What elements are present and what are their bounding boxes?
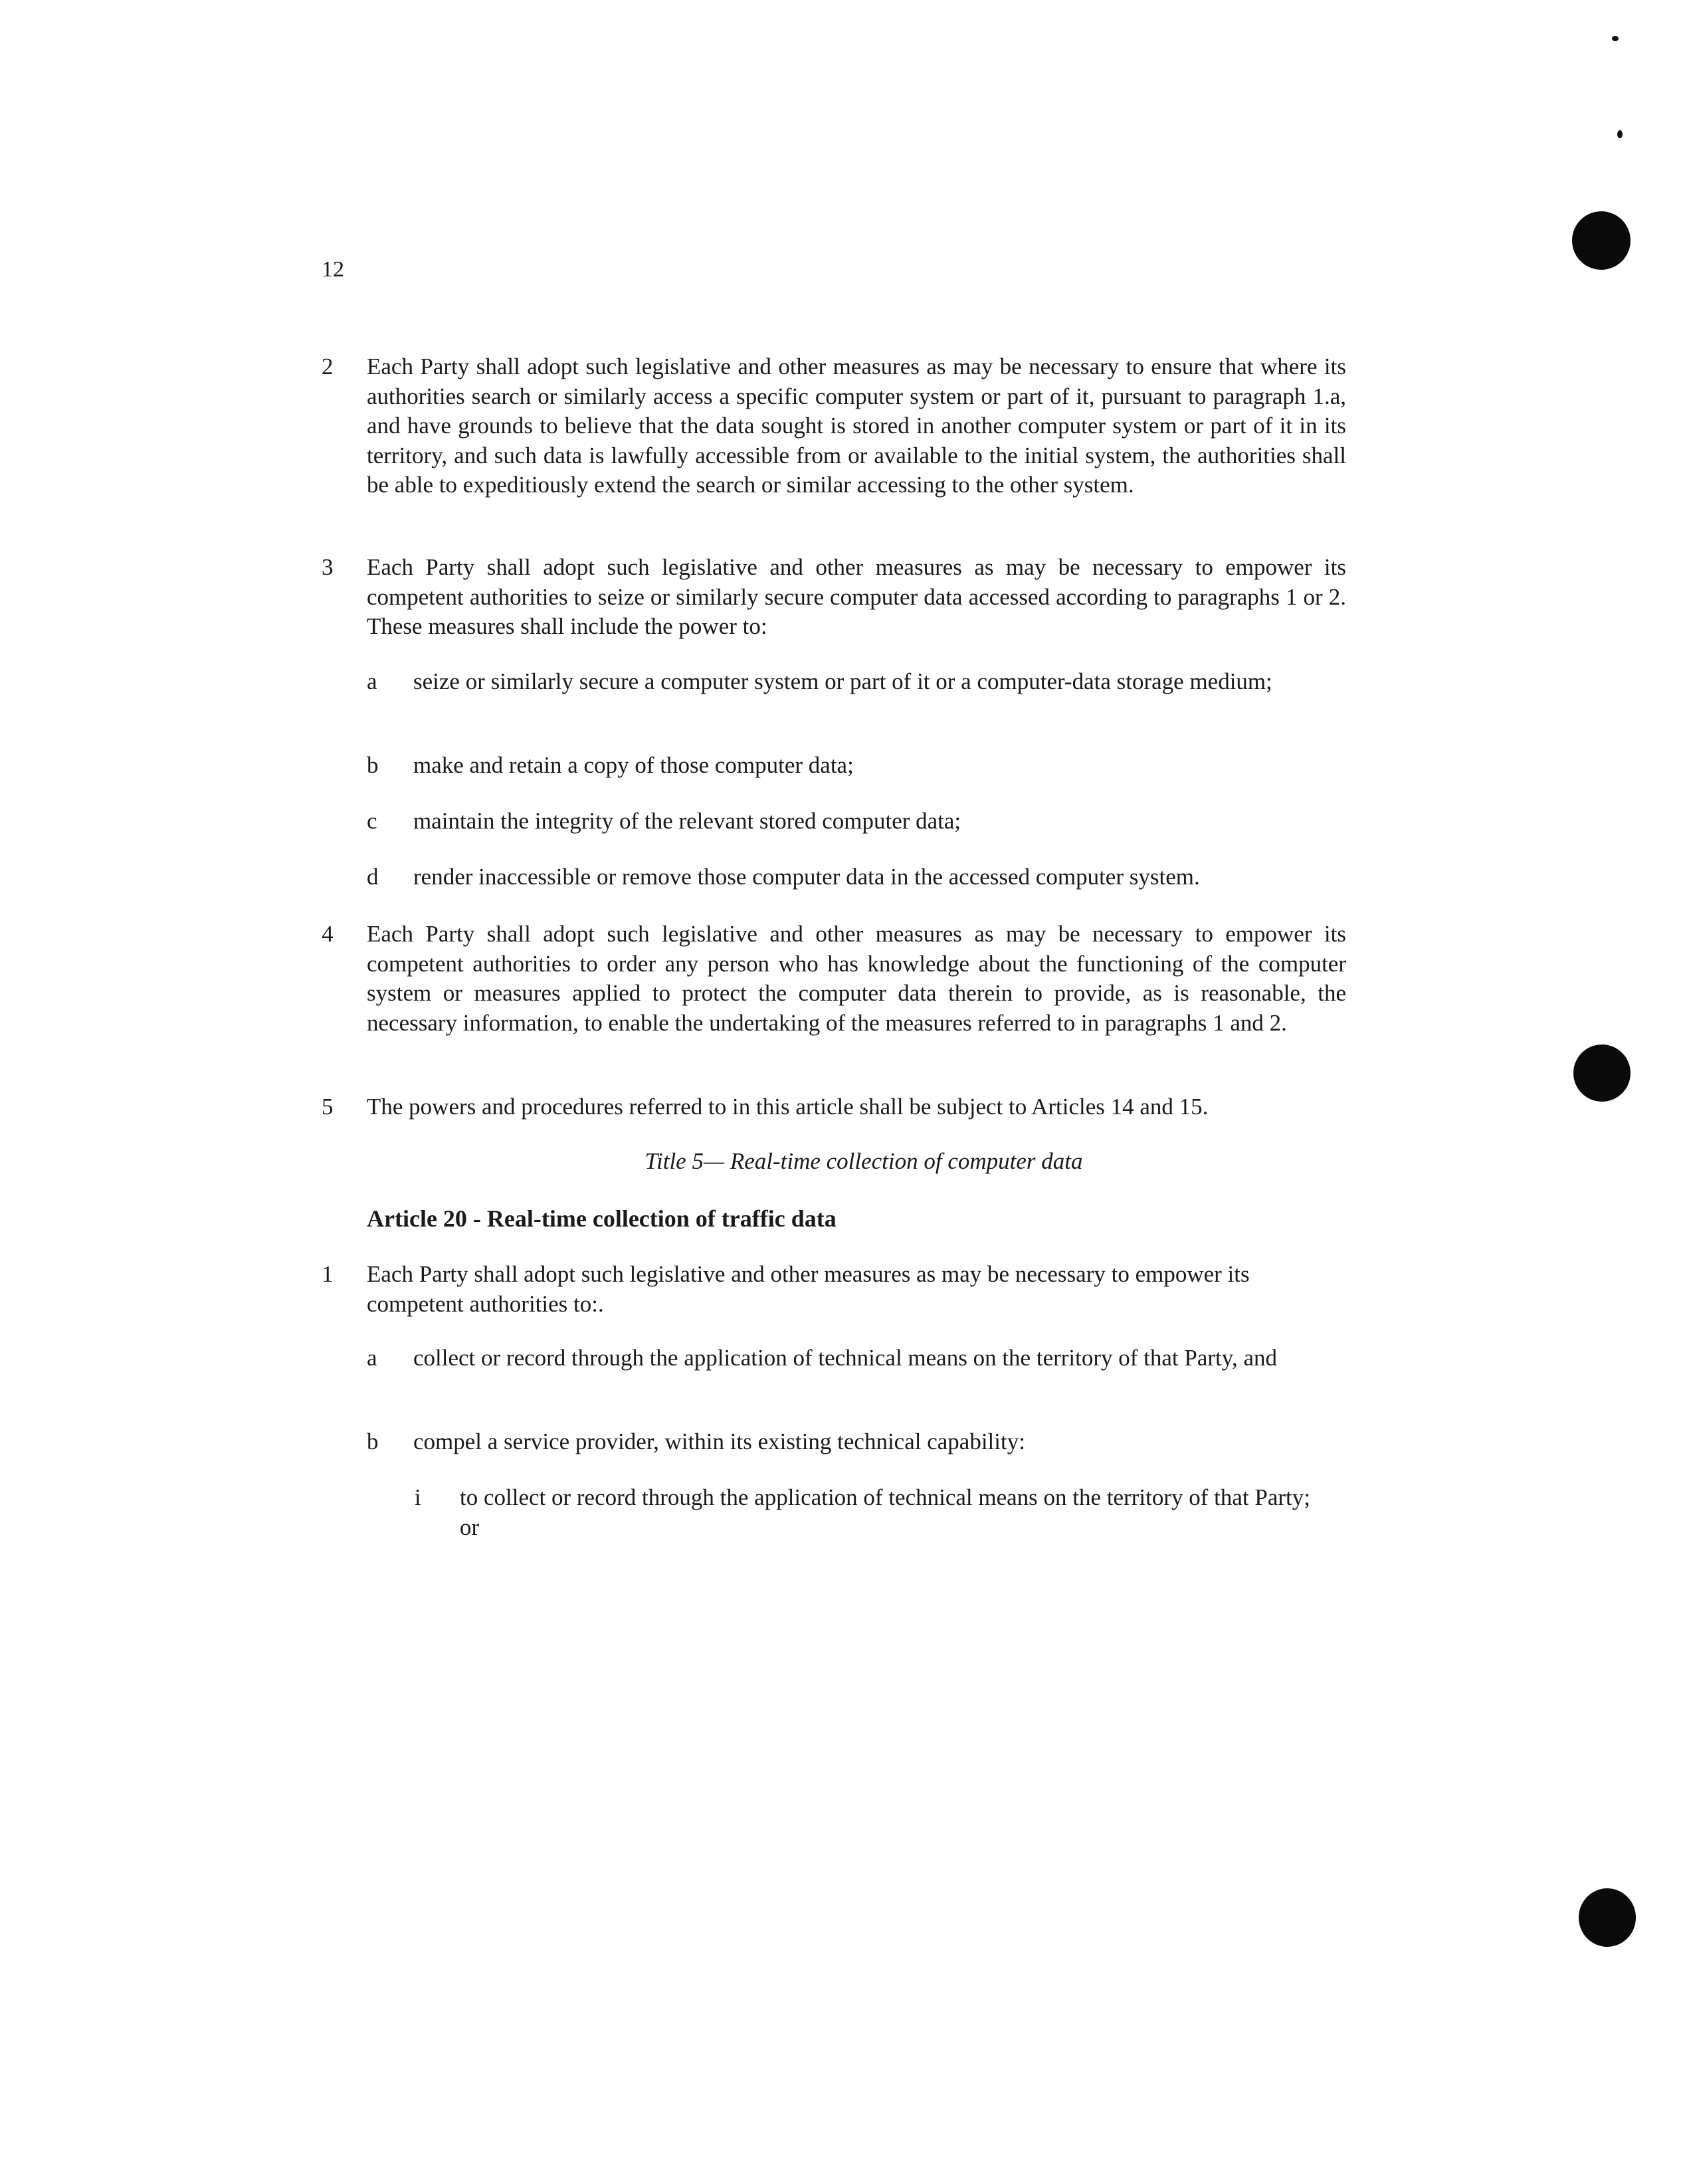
paragraph-number: 3 [322,554,334,580]
paragraph-text: Each Party shall adopt such legislative and other measures as may be necessary to empower its competent authorities to:. [367,1261,1250,1317]
paragraph-number: 1 [322,1261,334,1287]
page-number: 12 [322,257,344,282]
article-heading: Article 20 - Real-time collection of traffic data [367,1205,837,1232]
list-item-text: maintain the integrity of the relevant stored computer data; [413,808,961,834]
list-item-label: b [367,1429,379,1454]
list-item-label: b [367,752,379,778]
paragraph-number: 2 [322,353,334,379]
scan-speck [1617,130,1623,138]
list-item-label: a [367,1345,377,1371]
list-item-label: a [367,668,377,694]
list-item-text: make and retain a copy of those computer data; [413,752,854,778]
list-item-text: seize or similarly secure a computer system or part of it or a computer-data storage medium; [413,668,1272,694]
paragraph-text: The powers and procedures referred to in this article shall be subject to Articles 14 and 15. [367,1094,1209,1120]
paragraph-text: Each Party shall adopt such legislative and other measures as may be necessary to ensure that where its authorities search or similarly access a specific computer system or part of it, pursuant to paragraph 1.a, and have grounds to believe that the data sought is stored in another computer system or part of it in its territory, and such data is lawfully accessible from or available to the initial system, the authorities shall be able to expeditiously extend the search or similar accessing to the other system. [367,353,1346,498]
list-item-label: c [367,808,377,834]
list-item-label: d [367,864,379,890]
punch-hole [1573,1044,1631,1102]
punch-hole [1579,1888,1636,1947]
punch-hole [1572,211,1631,270]
paragraph-number: 4 [322,921,334,947]
list-item-text: render inaccessible or remove those computer data in the accessed computer system. [413,864,1200,890]
paragraph-text: Each Party shall adopt such legislative and other measures as may be necessary to empower its competent authorities to order any person who has knowledge about the functioning of the computer system or measures applied to protect the computer data therein to provide, as is reasonable, the necessary information, to enable the undertaking of the measures referred to in paragraphs 1 and 2. [367,921,1346,1036]
paragraph-text: Each Party shall adopt such legislative and other measures as may be necessary to empower its competent authorities to seize or similarly secure computer data accessed according to paragraphs 1 or 2. These measures shall include the power to: [367,554,1346,639]
list-item-text: compel a service provider, within its existing technical capability: [413,1429,1025,1454]
section-title: Title 5— Real-time collection of computer data [644,1148,1083,1174]
sub-item-text: to collect or record through the application of technical means on the territory of that Party; or [460,1484,1310,1540]
list-item-text: collect or record through the application of technical means on the territory of that Party, and [413,1345,1278,1371]
scan-speck [1612,36,1619,41]
sub-item-label: i [415,1484,421,1510]
paragraph-number: 5 [322,1094,334,1120]
